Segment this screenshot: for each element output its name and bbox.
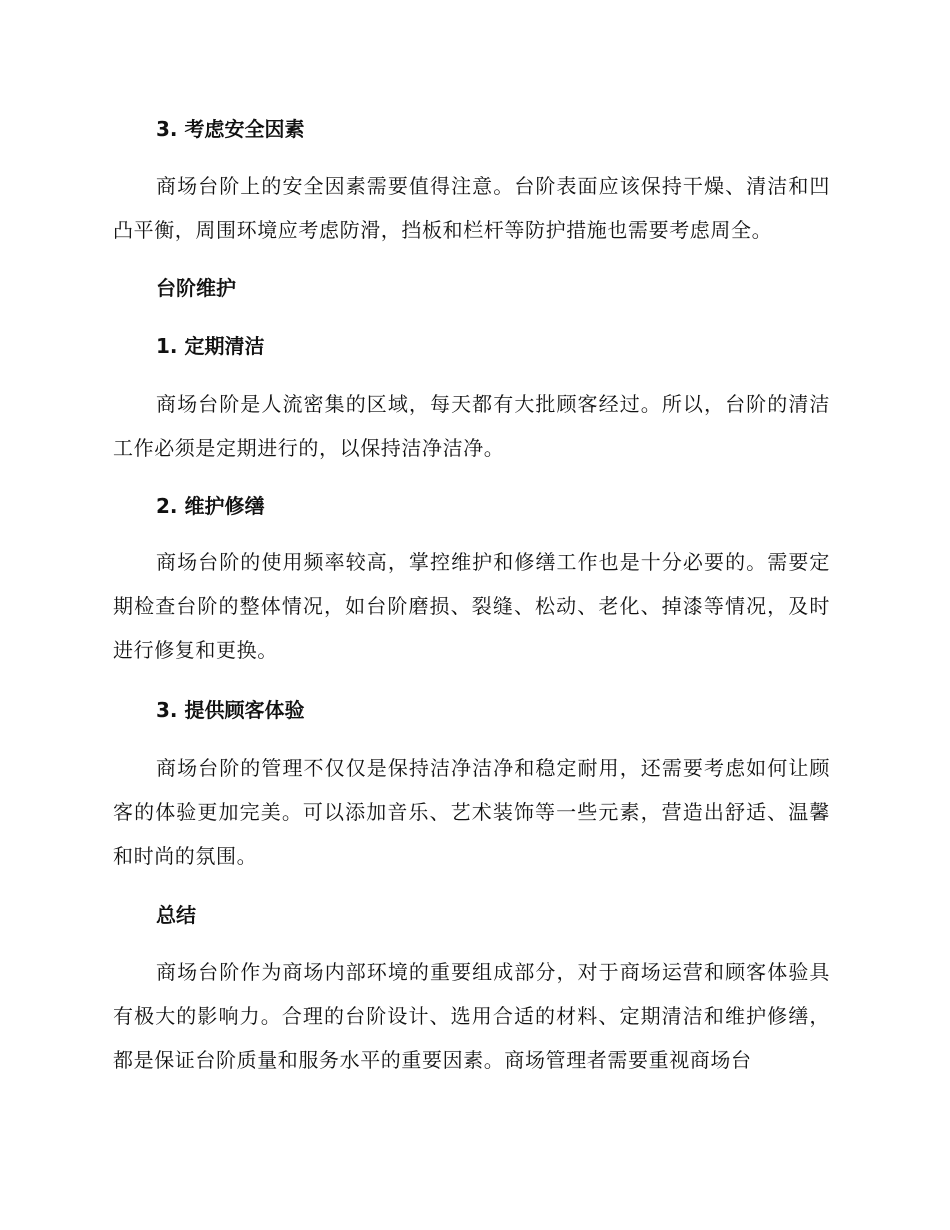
section-heading-maintenance: 台阶维护 (156, 276, 236, 300)
section-heading-repair: 2. 维护修缮 (156, 494, 265, 518)
section-heading-summary: 总结 (156, 903, 196, 927)
section-heading-safety: 3. 考虑安全因素 (156, 117, 305, 141)
section-paragraph-safety: 商场台阶上的安全因素需要值得注意。台阶表面应该保持干燥、清洁和凹凸平衡，周围环境应考虑防滑，挡板和栏杆等防护措施也需要考虑周全。 (113, 174, 830, 242)
section-heading-experience: 3. 提供顾客体验 (156, 698, 305, 722)
section-paragraph-repair: 商场台阶的使用频率较高，掌控维护和修缮工作也是十分必要的。需要定期检查台阶的整体情况，如台阶磨损、裂缝、松动、老化、掉漆等情况，及时进行修复和更换。 (113, 550, 830, 662)
section-paragraph-cleaning: 商场台阶是人流密集的区域，每天都有大批顾客经过。所以，台阶的清洁工作必须是定期进行的，以保持洁净洁净。 (113, 392, 830, 460)
section-paragraph-summary: 商场台阶作为商场内部环境的重要组成部分，对于商场运营和顾客体验具有极大的影响力。合理的台阶设计、选用合适的材料、定期清洁和维护修缮，都是保证台阶质量和服务水平的重要因素。商场管理者需要重视商场台 (113, 960, 830, 1072)
section-paragraph-experience: 商场台阶的管理不仅仅是保持洁净洁净和稳定耐用，还需要考虑如何让顾客的体验更加完美。可以添加音乐、艺术装饰等一些元素，营造出舒适、温馨和时尚的氛围。 (113, 756, 830, 868)
section-heading-cleaning: 1. 定期清洁 (156, 334, 265, 358)
